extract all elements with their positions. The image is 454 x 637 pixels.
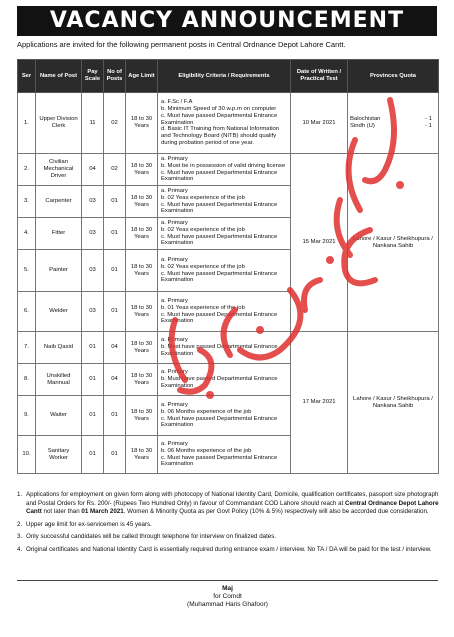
ser-cell: 7. bbox=[18, 332, 36, 364]
age-cell: 18 to 30 Years bbox=[126, 186, 158, 218]
posts-cell: 02 bbox=[104, 154, 126, 186]
post-cell: Fitter bbox=[36, 218, 82, 250]
age-cell: 18 to 30 Years bbox=[126, 218, 158, 250]
eligibility-cell bbox=[158, 436, 291, 474]
quota-cell: Lahore / Kasur / Sheikhupura / Nankana Sahib bbox=[348, 332, 439, 474]
age-cell: 18 to 30 Years bbox=[126, 250, 158, 292]
col-header: Eligibility Criteria / Requirements bbox=[158, 60, 291, 93]
age-cell: 18 to 30 Years bbox=[126, 154, 158, 186]
note-number: 3. bbox=[17, 533, 23, 541]
intro-text: Applications are invited for the following permanent posts in Central Ordnance Depot Lahore Cantt. bbox=[17, 40, 346, 49]
posts-cell: 02 bbox=[104, 93, 126, 154]
note-text-bold: 01 March 2021 bbox=[81, 508, 124, 516]
note-text: Original certificates and National Identity Card is essentially required during entrance exam / interview. No TA / DA will be paid for the test / interview. bbox=[26, 545, 432, 553]
eligibility-line: b. 06 Months experience of the job bbox=[161, 408, 252, 415]
scale-cell: 01 bbox=[82, 332, 104, 364]
eligibility-line: a. Primary bbox=[161, 401, 188, 408]
post-cell: Civilian Mechanical Driver bbox=[36, 154, 82, 186]
eligibility-line: a. Primary bbox=[161, 256, 188, 263]
eligibility-cell bbox=[158, 396, 291, 436]
eligibility-line: a. Primary bbox=[161, 297, 188, 304]
note-text: Only successful candidates will be called through telephone for interview on finalized dates. bbox=[26, 533, 277, 541]
note-item bbox=[17, 546, 441, 555]
note-text bbox=[26, 491, 441, 517]
quota-value: - 1 bbox=[425, 116, 432, 123]
col-header: Date of Written / Practical Test bbox=[291, 60, 348, 93]
note-item bbox=[17, 521, 441, 530]
age-cell: 18 to 30 Years bbox=[126, 364, 158, 396]
note-text-part: not later than bbox=[41, 508, 82, 516]
col-header: Age Limit bbox=[126, 60, 158, 93]
eligibility-cell bbox=[158, 154, 291, 186]
post-cell: Waiter bbox=[36, 396, 82, 436]
eligibility-line: c. Must have passed Departmental Entrance Examination bbox=[161, 201, 278, 215]
ser-cell: 5. bbox=[18, 250, 36, 292]
eligibility-cell bbox=[158, 364, 291, 396]
ser-cell: 2. bbox=[18, 154, 36, 186]
eligibility-line: a. Primary bbox=[161, 440, 188, 447]
ser-cell: 9. bbox=[18, 396, 36, 436]
signature-block bbox=[17, 580, 438, 635]
col-header: Name of Post bbox=[36, 60, 82, 93]
eligibility-line: b. Minimum Speed of 30 w.p.m on computer bbox=[161, 106, 277, 112]
eligibility-line: b. 02 Yeas experience of the job bbox=[161, 226, 245, 233]
posts-cell: 01 bbox=[104, 436, 126, 474]
eligibility-line: b. 02 Yeas experience of the job bbox=[161, 194, 245, 201]
scale-cell: 01 bbox=[82, 436, 104, 474]
scale-cell: 11 bbox=[82, 93, 104, 154]
notes-section bbox=[17, 491, 441, 559]
quota-cell: Lahore / Kasur / Sheikhupura / Nankana Sahib bbox=[348, 154, 439, 332]
scale-cell: 03 bbox=[82, 292, 104, 332]
note-number: 1. bbox=[17, 491, 23, 498]
eligibility-cell bbox=[158, 292, 291, 332]
quota-cell bbox=[348, 93, 439, 154]
eligibility-line: b. Must have passed Departmental Entrance Examination bbox=[161, 344, 278, 357]
scale-cell: 01 bbox=[82, 364, 104, 396]
posts-cell: 01 bbox=[104, 186, 126, 218]
announcement-title: VACANCY ANNOUNCEMENT bbox=[17, 6, 437, 36]
vacancy-table bbox=[17, 59, 439, 474]
eligibility-line: a. Primary bbox=[161, 337, 188, 344]
col-header: Ser bbox=[18, 60, 36, 93]
eligibility-line: a. Primary bbox=[161, 187, 188, 194]
eligibility-line: c. Must have passed Departmental Entrance Examination bbox=[161, 233, 278, 247]
eligibility-cell bbox=[158, 218, 291, 250]
note-number: 2. bbox=[17, 520, 23, 528]
col-header: Provinces Quota bbox=[348, 60, 439, 93]
quota-province: Sindh (U) bbox=[350, 123, 375, 129]
posts-cell: 04 bbox=[104, 364, 126, 396]
test-date-cell: 15 Mar 2021 bbox=[291, 154, 348, 332]
age-cell: 18 to 30 Years bbox=[126, 396, 158, 436]
eligibility-cell bbox=[158, 93, 291, 154]
post-cell: Naib Qasid bbox=[36, 332, 82, 364]
quota-line bbox=[350, 116, 436, 123]
eligibility-line: d. Basic IT Training from National Information and Technology Board (NITB) should qualify during probation period of one year. bbox=[161, 126, 280, 146]
table-header-row bbox=[18, 60, 439, 93]
scale-cell: 03 bbox=[82, 250, 104, 292]
col-header: Pay Scale bbox=[82, 60, 104, 93]
col-header: No of Posts bbox=[104, 60, 126, 93]
note-number: 4. bbox=[17, 545, 23, 553]
eligibility-line: b. 02 Yeas experience of the job bbox=[161, 263, 245, 270]
note-text-part: Applications for employment on given form along with photocopy of National Identity Card, Domicile, qualification certificates, passport size photograph and Postal Orders for Rs. 200/- (Rupees Two Hundred Only) in favour of Commandant COD Lahore should reach at bbox=[26, 491, 439, 507]
posts-cell: 01 bbox=[104, 396, 126, 436]
eligibility-line: a. F.Sc / F.A bbox=[161, 99, 193, 106]
scale-cell: 03 bbox=[82, 186, 104, 218]
scale-cell: 01 bbox=[82, 396, 104, 436]
eligibility-line: c. Must have passed Departmental Entrance Examination bbox=[161, 454, 278, 468]
table-row bbox=[18, 154, 439, 186]
signature-rank: Maj bbox=[222, 585, 233, 592]
age-cell: 18 to 30 Years bbox=[126, 436, 158, 474]
eligibility-line: b. 06 Months experience of the job bbox=[161, 447, 252, 454]
scale-cell: 04 bbox=[82, 154, 104, 186]
posts-cell: 01 bbox=[104, 250, 126, 292]
ser-cell: 4. bbox=[18, 218, 36, 250]
post-cell: Unskilled Mannual bbox=[36, 364, 82, 396]
note-item bbox=[17, 533, 441, 542]
signature-for: for Comdt bbox=[213, 593, 242, 600]
note-text: Upper age limit for ex-servicemen is 45 years. bbox=[26, 520, 152, 528]
eligibility-line: b. 01 Yeas experience of the job bbox=[161, 304, 245, 311]
ser-cell: 1. bbox=[18, 93, 36, 154]
post-cell: Upper Division Clerk bbox=[36, 93, 82, 154]
eligibility-line: c. Must have passed Departmental Entrance Examination bbox=[161, 169, 278, 183]
eligibility-line: a. Primary bbox=[161, 155, 188, 162]
eligibility-cell bbox=[158, 332, 291, 364]
test-date-cell: 10 Mar 2021 bbox=[291, 93, 348, 154]
eligibility-line: b. Must be in possession of valid driving license bbox=[161, 162, 286, 169]
eligibility-cell bbox=[158, 250, 291, 292]
quota-province: Balochistan bbox=[350, 116, 381, 123]
post-cell: Welder bbox=[36, 292, 82, 332]
age-cell: 18 to 30 Years bbox=[126, 93, 158, 154]
posts-cell: 01 bbox=[104, 218, 126, 250]
note-text-bold: Central Ordnance Depot Lahore Cantt bbox=[26, 499, 439, 516]
table-row bbox=[18, 332, 439, 364]
quota-line bbox=[350, 123, 436, 130]
post-cell: Carpenter bbox=[36, 186, 82, 218]
eligibility-line: a. Primary bbox=[161, 219, 188, 226]
quota-value: - 1 bbox=[425, 123, 432, 129]
note-text-part: . Women & Minority Quota as per Govt Policy (10% & 5%) respectively will also be accorded due consideration. bbox=[123, 508, 429, 516]
eligibility-line: c. Must have passed Departmental Entrance Examination bbox=[161, 311, 278, 325]
posts-cell: 01 bbox=[104, 292, 126, 332]
eligibility-line: c. Must have passed Departmental Entrance Examination bbox=[161, 112, 278, 126]
table-row bbox=[18, 93, 439, 154]
posts-cell: 04 bbox=[104, 332, 126, 364]
eligibility-line: a. Primary bbox=[161, 369, 188, 376]
ser-cell: 10. bbox=[18, 436, 36, 474]
scale-cell: 03 bbox=[82, 218, 104, 250]
test-date-cell: 17 Mar 2021 bbox=[291, 332, 348, 474]
post-cell: Painter bbox=[36, 250, 82, 292]
age-cell: 18 to 30 Years bbox=[126, 332, 158, 364]
eligibility-cell bbox=[158, 186, 291, 218]
age-cell: 18 to 30 Years bbox=[126, 292, 158, 332]
ser-cell: 6. bbox=[18, 292, 36, 332]
signature-name: (Muhammad Haris Ghafoor) bbox=[187, 601, 268, 608]
eligibility-line: c. Must have passed Departmental Entrance Examination bbox=[161, 270, 278, 284]
post-cell: Sanitary Worker bbox=[36, 436, 82, 474]
eligibility-line: b. Must have passed Departmental Entrance Examination bbox=[161, 376, 278, 389]
eligibility-line: c. Must have passed Departmental Entrance Examination bbox=[161, 415, 278, 429]
note-item bbox=[17, 491, 441, 517]
ser-cell: 8. bbox=[18, 364, 36, 396]
ser-cell: 3. bbox=[18, 186, 36, 218]
